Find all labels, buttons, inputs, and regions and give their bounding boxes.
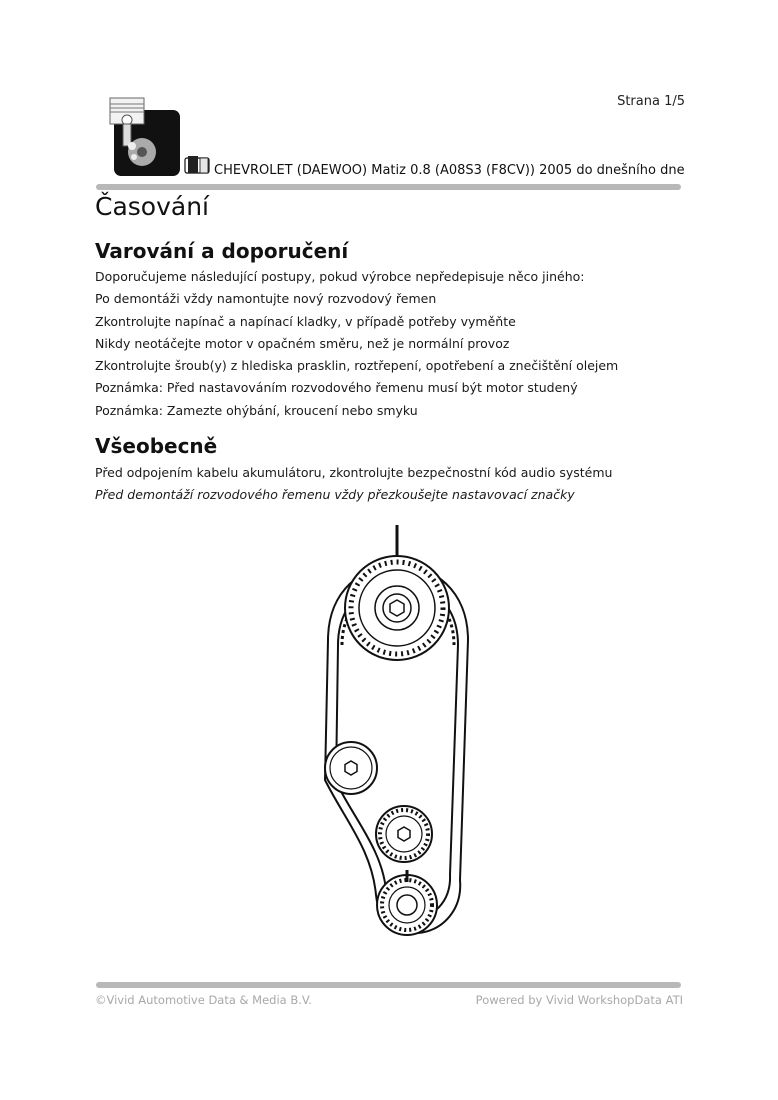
camshaft-sprocket xyxy=(345,556,449,660)
page-number: Strana 1/5 xyxy=(617,94,685,109)
car-icon xyxy=(184,155,210,175)
general-line: Před odpojením kabelu akumulátoru, zkontrolujte bezpečnostní kód audio systému xyxy=(95,465,613,480)
warning-line: Po demontáži vždy namontujte nový rozvodový řemen xyxy=(95,291,437,307)
engine-piston-icon xyxy=(108,96,180,176)
footer-divider xyxy=(96,982,681,988)
crankshaft-sprocket xyxy=(377,870,437,935)
vehicle-description: CHEVROLET (DAEWOO) Matiz 0.8 (A08S3 (F8CV)) 2005 do dnešního dne xyxy=(214,163,685,178)
warning-line: Doporučujeme následující postupy, pokud výrobce nepředepisuje něco jiného: xyxy=(95,269,585,284)
page-title: Časování xyxy=(95,192,210,221)
warnings-list xyxy=(95,266,618,422)
general-heading: Všeobecně xyxy=(95,434,218,458)
warning-line: Zkontrolujte šroub(y) z hlediska prasklin, roztřepení, opotřebení a znečištění olejem xyxy=(95,358,619,374)
tensioner-pulley xyxy=(325,742,377,794)
header-divider xyxy=(96,184,681,190)
warning-line: Nikdy neotáčejte motor v opačném směru, než je normální provoz xyxy=(95,335,510,351)
copyright: ©Vivid Automotive Data & Media B.V. xyxy=(95,993,312,1007)
timing-belt-diagram xyxy=(310,520,475,960)
general-line: Před demontáží rozvodového řemenu vždy přezkoušejte nastavovací značky xyxy=(95,487,575,503)
warnings-heading: Varování a doporučení xyxy=(95,239,349,263)
water-pump-pulley xyxy=(376,806,432,862)
warning-line: Poznámka: Zamezte ohýbání, kroucení nebo smyku xyxy=(95,402,418,418)
warning-line: Zkontrolujte napínač a napínací kladky, v případě potřeby vyměňte xyxy=(95,313,516,329)
warning-line: Poznámka: Před nastavováním rozvodového řemenu musí být motor studený xyxy=(95,380,578,396)
general-list xyxy=(95,462,612,507)
powered-by: Powered by Vivid WorkshopData ATI xyxy=(475,993,683,1007)
